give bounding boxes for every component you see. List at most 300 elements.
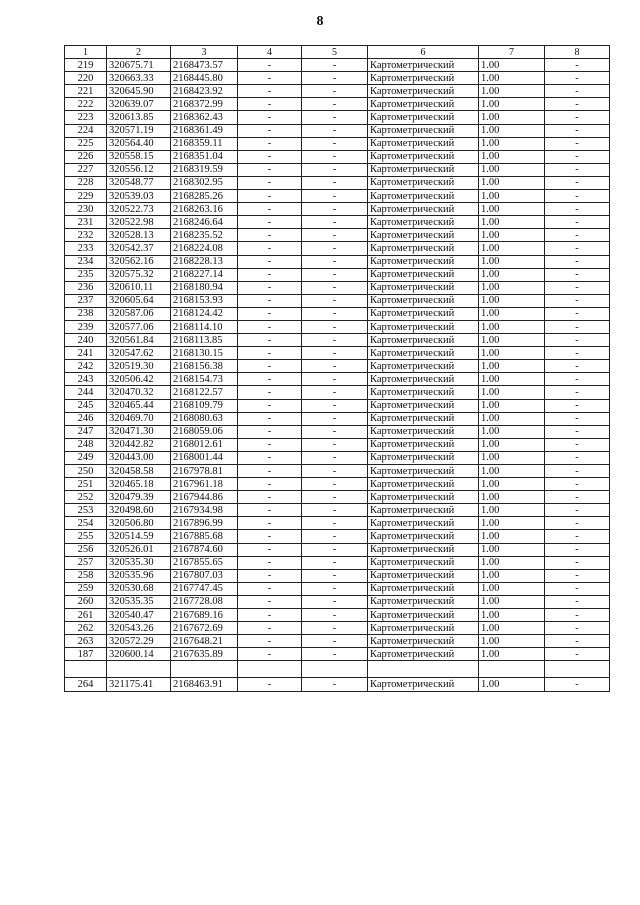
x-coordinate-cell: 320535.35 [107, 595, 171, 608]
column-header: 7 [479, 46, 545, 59]
x-coordinate-cell: 320519.30 [107, 360, 171, 373]
table-row [65, 59, 610, 72]
method-cell: Картометрический [368, 504, 479, 517]
column-4-cell: - [238, 478, 302, 491]
table-row [65, 176, 610, 189]
point-number-cell: 219 [65, 59, 107, 72]
table-row [65, 163, 610, 176]
column-4-cell: - [238, 517, 302, 530]
column-8-cell: - [545, 504, 610, 517]
column-4-cell: - [238, 648, 302, 661]
column-5-cell: - [302, 386, 368, 399]
column-5-cell: - [302, 609, 368, 622]
column-5-cell: - [302, 72, 368, 85]
method-cell: Картометрический [368, 582, 479, 595]
x-coordinate-cell: 320613.85 [107, 111, 171, 124]
y-coordinate-cell: 2168114.10 [171, 320, 238, 333]
table-header-row [65, 46, 610, 59]
column-5-cell: - [302, 98, 368, 111]
column-8-cell: - [545, 216, 610, 229]
x-coordinate-cell: 320471.30 [107, 425, 171, 438]
point-number-cell: 237 [65, 294, 107, 307]
table-row [65, 347, 610, 360]
column-5-cell: - [302, 425, 368, 438]
x-coordinate-cell: 320543.26 [107, 622, 171, 635]
column-5-cell: - [302, 543, 368, 556]
method-cell: Картометрический [368, 556, 479, 569]
point-number-cell: 224 [65, 124, 107, 137]
column-8-cell: - [545, 268, 610, 281]
method-cell: Картометрический [368, 451, 479, 464]
method-cell: Картометрический [368, 229, 479, 242]
column-4-cell: - [238, 595, 302, 608]
method-cell: Картометрический [368, 320, 479, 333]
column-4-cell: - [238, 347, 302, 360]
y-coordinate-cell: 2168351.04 [171, 150, 238, 163]
method-cell: Картометрический [368, 609, 479, 622]
method-cell: Картометрический [368, 678, 479, 691]
accuracy-cell: 1.00 [479, 320, 545, 333]
x-coordinate-cell: 320443.00 [107, 451, 171, 464]
y-coordinate-cell: 2168246.64 [171, 216, 238, 229]
column-8-cell: - [545, 98, 610, 111]
x-coordinate-cell: 320514.59 [107, 530, 171, 543]
x-coordinate-cell: 320572.29 [107, 635, 171, 648]
column-4-cell: - [238, 72, 302, 85]
column-5-cell: - [302, 582, 368, 595]
y-coordinate-cell: 2168473.57 [171, 59, 238, 72]
method-cell: Картометрический [368, 648, 479, 661]
column-8-cell: - [545, 438, 610, 451]
accuracy-cell: 1.00 [479, 582, 545, 595]
empty-cell [545, 661, 610, 678]
point-number-cell: 263 [65, 635, 107, 648]
column-4-cell: - [238, 556, 302, 569]
point-number-cell: 247 [65, 425, 107, 438]
method-cell: Картометрический [368, 622, 479, 635]
column-4-cell: - [238, 438, 302, 451]
empty-cell [65, 661, 107, 678]
x-coordinate-cell: 320556.12 [107, 163, 171, 176]
method-cell: Картометрический [368, 595, 479, 608]
column-4-cell: - [238, 150, 302, 163]
x-coordinate-cell: 320535.30 [107, 556, 171, 569]
column-4-cell: - [238, 190, 302, 203]
accuracy-cell: 1.00 [479, 412, 545, 425]
point-number-cell: 252 [65, 491, 107, 504]
accuracy-cell: 1.00 [479, 307, 545, 320]
y-coordinate-cell: 2168263.16 [171, 203, 238, 216]
table-row [65, 294, 610, 307]
x-coordinate-cell: 320530.68 [107, 582, 171, 595]
y-coordinate-cell: 2167934.98 [171, 504, 238, 517]
column-8-cell: - [545, 569, 610, 582]
column-4-cell: - [238, 491, 302, 504]
x-coordinate-cell: 320522.98 [107, 216, 171, 229]
method-cell: Картометрический [368, 425, 479, 438]
column-8-cell: - [545, 281, 610, 294]
x-coordinate-cell: 320561.84 [107, 334, 171, 347]
accuracy-cell: 1.00 [479, 622, 545, 635]
method-cell: Картометрический [368, 530, 479, 543]
x-coordinate-cell: 320498.60 [107, 504, 171, 517]
column-4-cell: - [238, 203, 302, 216]
table-row [65, 268, 610, 281]
column-4-cell: - [238, 255, 302, 268]
x-coordinate-cell: 320605.64 [107, 294, 171, 307]
column-5-cell: - [302, 517, 368, 530]
method-cell: Картометрический [368, 137, 479, 150]
column-4-cell: - [238, 334, 302, 347]
y-coordinate-cell: 2168235.52 [171, 229, 238, 242]
y-coordinate-cell: 2167648.21 [171, 635, 238, 648]
column-8-cell: - [545, 543, 610, 556]
column-8-cell: - [545, 478, 610, 491]
y-coordinate-cell: 2168059.06 [171, 425, 238, 438]
y-coordinate-cell: 2167978.81 [171, 465, 238, 478]
y-coordinate-cell: 2168012.61 [171, 438, 238, 451]
table-row [65, 648, 610, 661]
table-row [65, 530, 610, 543]
x-coordinate-cell: 320465.18 [107, 478, 171, 491]
y-coordinate-cell: 2168080.63 [171, 412, 238, 425]
column-4-cell: - [238, 451, 302, 464]
accuracy-cell: 1.00 [479, 229, 545, 242]
x-coordinate-cell: 320522.73 [107, 203, 171, 216]
x-coordinate-cell: 320470.32 [107, 386, 171, 399]
y-coordinate-cell: 2168362.43 [171, 111, 238, 124]
accuracy-cell: 1.00 [479, 255, 545, 268]
point-number-cell: 262 [65, 622, 107, 635]
method-cell: Картометрический [368, 72, 479, 85]
column-5-cell: - [302, 176, 368, 189]
table-row [65, 98, 610, 111]
x-coordinate-cell: 320675.71 [107, 59, 171, 72]
point-number-cell: 261 [65, 609, 107, 622]
x-coordinate-cell: 320465.44 [107, 399, 171, 412]
table-row [65, 465, 610, 478]
empty-cell [302, 661, 368, 678]
column-4-cell: - [238, 98, 302, 111]
column-8-cell: - [545, 399, 610, 412]
x-coordinate-cell: 320528.13 [107, 229, 171, 242]
accuracy-cell: 1.00 [479, 98, 545, 111]
column-5-cell: - [302, 530, 368, 543]
y-coordinate-cell: 2168227.14 [171, 268, 238, 281]
column-4-cell: - [238, 373, 302, 386]
table-row [65, 504, 610, 517]
column-8-cell: - [545, 386, 610, 399]
y-coordinate-cell: 2168423.92 [171, 85, 238, 98]
point-number-cell: 225 [65, 137, 107, 150]
column-5-cell: - [302, 347, 368, 360]
column-4-cell: - [238, 569, 302, 582]
accuracy-cell: 1.00 [479, 543, 545, 556]
x-coordinate-cell: 320564.40 [107, 137, 171, 150]
column-4-cell: - [238, 124, 302, 137]
x-coordinate-cell: 320479.39 [107, 491, 171, 504]
x-coordinate-cell: 320562.16 [107, 255, 171, 268]
x-coordinate-cell: 320558.15 [107, 150, 171, 163]
column-4-cell: - [238, 85, 302, 98]
method-cell: Картометрический [368, 412, 479, 425]
column-4-cell: - [238, 163, 302, 176]
column-4-cell: - [238, 242, 302, 255]
column-5-cell: - [302, 203, 368, 216]
accuracy-cell: 1.00 [479, 569, 545, 582]
column-4-cell: - [238, 307, 302, 320]
x-coordinate-cell: 320547.62 [107, 347, 171, 360]
y-coordinate-cell: 2168228.13 [171, 255, 238, 268]
y-coordinate-cell: 2167728.08 [171, 595, 238, 608]
method-cell: Картометрический [368, 190, 479, 203]
column-4-cell: - [238, 268, 302, 281]
x-coordinate-cell: 320535.96 [107, 569, 171, 582]
point-number-cell: 243 [65, 373, 107, 386]
column-4-cell: - [238, 622, 302, 635]
column-4-cell: - [238, 216, 302, 229]
table-row [65, 399, 610, 412]
column-5-cell: - [302, 595, 368, 608]
point-number-cell: 259 [65, 582, 107, 595]
y-coordinate-cell: 2168156.38 [171, 360, 238, 373]
table-row [65, 255, 610, 268]
column-4-cell: - [238, 530, 302, 543]
column-4-cell: - [238, 425, 302, 438]
column-4-cell: - [238, 635, 302, 648]
accuracy-cell: 1.00 [479, 85, 545, 98]
point-number-cell: 242 [65, 360, 107, 373]
table-row [65, 137, 610, 150]
y-coordinate-cell: 2168130.15 [171, 347, 238, 360]
x-coordinate-cell: 321175.41 [107, 678, 171, 691]
column-5-cell: - [302, 190, 368, 203]
accuracy-cell: 1.00 [479, 124, 545, 137]
point-number-cell: 257 [65, 556, 107, 569]
accuracy-cell: 1.00 [479, 281, 545, 294]
column-5-cell: - [302, 163, 368, 176]
y-coordinate-cell: 2168109.79 [171, 399, 238, 412]
x-coordinate-cell: 320506.42 [107, 373, 171, 386]
accuracy-cell: 1.00 [479, 648, 545, 661]
accuracy-cell: 1.00 [479, 111, 545, 124]
accuracy-cell: 1.00 [479, 137, 545, 150]
x-coordinate-cell: 320506.80 [107, 517, 171, 530]
y-coordinate-cell: 2168224.08 [171, 242, 238, 255]
accuracy-cell: 1.00 [479, 478, 545, 491]
column-5-cell: - [302, 334, 368, 347]
column-4-cell: - [238, 386, 302, 399]
y-coordinate-cell: 2168180.94 [171, 281, 238, 294]
method-cell: Картометрический [368, 517, 479, 530]
point-number-cell: 230 [65, 203, 107, 216]
column-5-cell: - [302, 678, 368, 691]
y-coordinate-cell: 2168153.93 [171, 294, 238, 307]
table-row [65, 438, 610, 451]
y-coordinate-cell: 2168124.42 [171, 307, 238, 320]
method-cell: Картометрический [368, 478, 479, 491]
column-8-cell: - [545, 347, 610, 360]
column-5-cell: - [302, 412, 368, 425]
table-row [65, 582, 610, 595]
table-row [65, 609, 610, 622]
column-5-cell: - [302, 229, 368, 242]
column-8-cell: - [545, 635, 610, 648]
point-number-cell: 251 [65, 478, 107, 491]
column-5-cell: - [302, 281, 368, 294]
column-header: 6 [368, 46, 479, 59]
point-number-cell: 221 [65, 85, 107, 98]
accuracy-cell: 1.00 [479, 556, 545, 569]
method-cell: Картометрический [368, 176, 479, 189]
column-8-cell: - [545, 465, 610, 478]
column-4-cell: - [238, 137, 302, 150]
empty-cell [479, 661, 545, 678]
method-cell: Картометрический [368, 491, 479, 504]
column-header: 2 [107, 46, 171, 59]
empty-cell [238, 661, 302, 678]
point-number-cell: 255 [65, 530, 107, 543]
table-row [65, 373, 610, 386]
accuracy-cell: 1.00 [479, 678, 545, 691]
method-cell: Картометрический [368, 307, 479, 320]
column-8-cell: - [545, 334, 610, 347]
point-number-cell: 226 [65, 150, 107, 163]
point-number-cell: 187 [65, 648, 107, 661]
y-coordinate-cell: 2168359.11 [171, 137, 238, 150]
method-cell: Картометрический [368, 163, 479, 176]
y-coordinate-cell: 2167855.65 [171, 556, 238, 569]
column-4-cell: - [238, 59, 302, 72]
x-coordinate-cell: 320575.32 [107, 268, 171, 281]
method-cell: Картометрический [368, 347, 479, 360]
column-8-cell: - [545, 609, 610, 622]
x-coordinate-cell: 320639.07 [107, 98, 171, 111]
column-5-cell: - [302, 622, 368, 635]
method-cell: Картометрический [368, 98, 479, 111]
method-cell: Картометрический [368, 399, 479, 412]
empty-row [65, 661, 610, 678]
y-coordinate-cell: 2168319.59 [171, 163, 238, 176]
point-number-cell: 228 [65, 176, 107, 189]
y-coordinate-cell: 2167874.60 [171, 543, 238, 556]
accuracy-cell: 1.00 [479, 163, 545, 176]
y-coordinate-cell: 2167689.16 [171, 609, 238, 622]
column-4-cell: - [238, 111, 302, 124]
column-5-cell: - [302, 635, 368, 648]
accuracy-cell: 1.00 [479, 203, 545, 216]
table-row [65, 451, 610, 464]
y-coordinate-cell: 2168001.44 [171, 451, 238, 464]
column-8-cell: - [545, 425, 610, 438]
y-coordinate-cell: 2167747.45 [171, 582, 238, 595]
column-8-cell: - [545, 163, 610, 176]
point-number-cell: 240 [65, 334, 107, 347]
table-row [65, 190, 610, 203]
column-5-cell: - [302, 137, 368, 150]
x-coordinate-cell: 320542.37 [107, 242, 171, 255]
table-row [65, 150, 610, 163]
page-number: 8 [316, 14, 324, 29]
column-header: 1 [65, 46, 107, 59]
method-cell: Картометрический [368, 268, 479, 281]
column-8-cell: - [545, 229, 610, 242]
column-8-cell: - [545, 517, 610, 530]
table-row [65, 307, 610, 320]
y-coordinate-cell: 2168445.80 [171, 72, 238, 85]
column-5-cell: - [302, 59, 368, 72]
column-8-cell: - [545, 190, 610, 203]
column-4-cell: - [238, 399, 302, 412]
table-row [65, 111, 610, 124]
column-4-cell: - [238, 678, 302, 691]
column-5-cell: - [302, 373, 368, 386]
point-number-cell: 229 [65, 190, 107, 203]
accuracy-cell: 1.00 [479, 425, 545, 438]
column-5-cell: - [302, 85, 368, 98]
table-row [65, 622, 610, 635]
table-row [65, 556, 610, 569]
column-4-cell: - [238, 412, 302, 425]
y-coordinate-cell: 2167672.69 [171, 622, 238, 635]
point-number-cell: 241 [65, 347, 107, 360]
column-5-cell: - [302, 216, 368, 229]
method-cell: Картометрический [368, 281, 479, 294]
x-coordinate-cell: 320600.14 [107, 648, 171, 661]
method-cell: Картометрический [368, 569, 479, 582]
column-8-cell: - [545, 595, 610, 608]
column-5-cell: - [302, 242, 368, 255]
accuracy-cell: 1.00 [479, 216, 545, 229]
x-coordinate-cell: 320442.82 [107, 438, 171, 451]
accuracy-cell: 1.00 [479, 176, 545, 189]
method-cell: Картометрический [368, 334, 479, 347]
table-row [65, 678, 610, 691]
x-coordinate-cell: 320587.06 [107, 307, 171, 320]
table-row [65, 595, 610, 608]
column-5-cell: - [302, 124, 368, 137]
table-row [65, 360, 610, 373]
y-coordinate-cell: 2167635.89 [171, 648, 238, 661]
column-8-cell: - [545, 530, 610, 543]
table-row [65, 478, 610, 491]
column-8-cell: - [545, 622, 610, 635]
y-coordinate-cell: 2167807.03 [171, 569, 238, 582]
method-cell: Картометрический [368, 635, 479, 648]
x-coordinate-cell: 320610.11 [107, 281, 171, 294]
column-4-cell: - [238, 504, 302, 517]
accuracy-cell: 1.00 [479, 386, 545, 399]
column-8-cell: - [545, 85, 610, 98]
table-row [65, 124, 610, 137]
column-4-cell: - [238, 294, 302, 307]
table-row [65, 242, 610, 255]
column-8-cell: - [545, 648, 610, 661]
column-5-cell: - [302, 399, 368, 412]
column-8-cell: - [545, 59, 610, 72]
method-cell: Картометрический [368, 85, 479, 98]
column-4-cell: - [238, 176, 302, 189]
column-header: 5 [302, 46, 368, 59]
x-coordinate-cell: 320645.90 [107, 85, 171, 98]
column-5-cell: - [302, 360, 368, 373]
point-number-cell: 245 [65, 399, 107, 412]
accuracy-cell: 1.00 [479, 294, 545, 307]
point-number-cell: 223 [65, 111, 107, 124]
table-row [65, 85, 610, 98]
point-number-cell: 233 [65, 242, 107, 255]
column-8-cell: - [545, 678, 610, 691]
